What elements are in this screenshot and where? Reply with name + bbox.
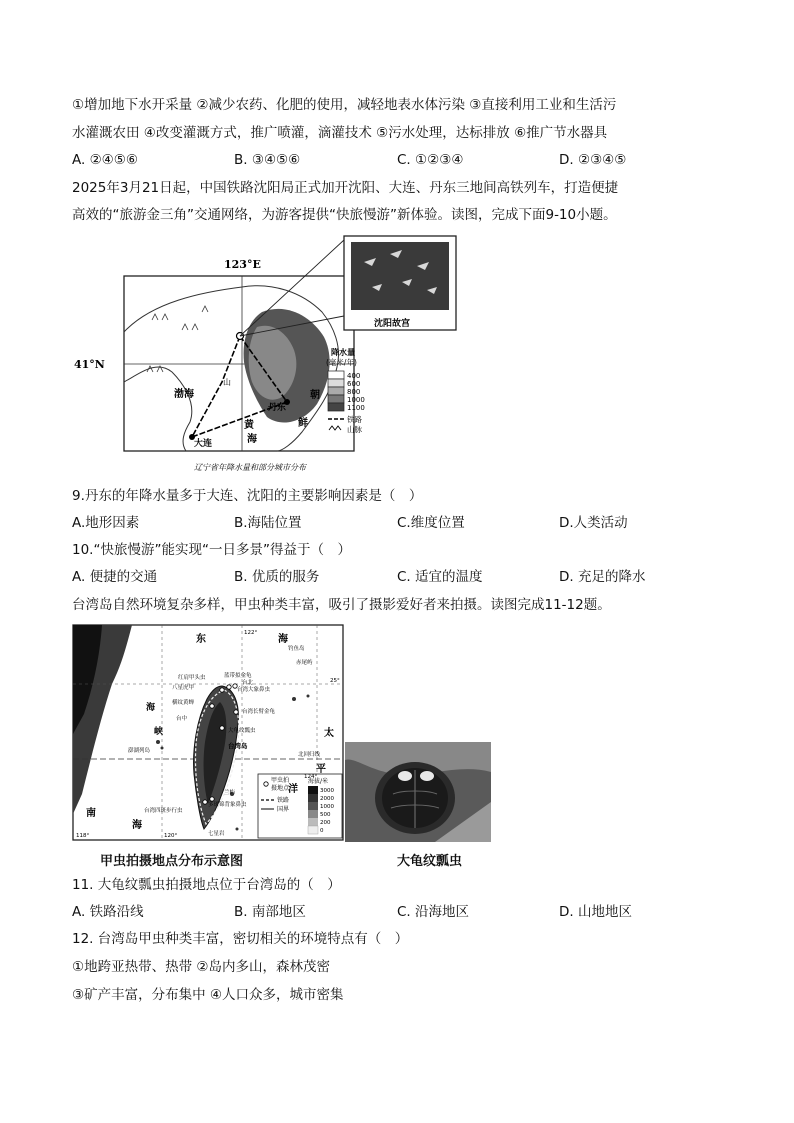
taizhong-label: 台中: [176, 716, 188, 722]
intro-11-12: 台湾岛自然环境复杂多样，甲虫种类丰富，吸引了摄影爱好者来拍摄。读图完成11-12题。: [72, 597, 611, 613]
shan-label: 山: [223, 378, 231, 387]
legend-elev-0: 3000: [320, 788, 334, 794]
hai-top-label: 海: [278, 634, 288, 645]
legend-point-label-2: 摄地点: [271, 785, 290, 792]
q9-option-d: D.人类活动: [559, 515, 628, 531]
legend-border-label: 国界: [277, 806, 290, 813]
legend-title-2: (毫米/年): [326, 358, 357, 367]
lat25-label: 25°: [330, 678, 340, 684]
beetle-label-2: 蓝带拟金龟: [224, 673, 252, 679]
diaoyu-label: 钓鱼岛: [288, 646, 305, 652]
q10-option-c: C. 适宜的温度: [397, 569, 483, 585]
lon122-label: 122°: [244, 630, 258, 636]
q10-option-b: B. 优质的服务: [234, 569, 320, 585]
legend-rail-label: 铁路: [277, 797, 290, 804]
beetle-label-7: 大龟纹瓢虫: [228, 728, 256, 734]
q8-stem-line1: ①增加地下水开采量 ②减少农药、化肥的使用，减轻地表水体污染 ③直接利用工业和生活污: [72, 97, 617, 113]
q11-stem: 11. 大龟纹瓢虫拍摄地点位于台湾岛的（ ）: [72, 877, 341, 893]
beetle-label-1: 红肩甲头虫: [178, 675, 206, 681]
liaoning-precipitation-map: [72, 232, 472, 480]
intro-9-10-line2: 高效的“旅游金三角”交通网络，为游客提供“快旅慢游”新体验。读图，完成下面9-10小题。: [72, 207, 617, 223]
nan-label: 南: [86, 808, 96, 819]
dandong-label: 丹东: [268, 403, 287, 413]
legend-point-label-1: 甲虫拍: [271, 777, 290, 784]
legend-mountain-label: 山脉: [347, 425, 362, 434]
bohai-label: 渤海: [174, 389, 194, 400]
yang-label: 洋: [288, 784, 298, 795]
taiwan-beetle-map: [72, 624, 344, 844]
q11-option-d: D. 山地地区: [559, 904, 632, 920]
legend-title-1: 降水量: [331, 348, 355, 357]
chaoxian-label-2: 鲜: [298, 418, 308, 429]
q11-option-c: C. 沿海地区: [397, 904, 470, 920]
legend-rail-label: 铁路: [347, 415, 362, 424]
q9-stem: 9.丹东的年降水量多于大连、沈阳的主要影响因素是（ ）: [72, 488, 423, 504]
map2-caption: 甲虫拍摄地点分布示意图: [100, 854, 244, 869]
lon118-label: 118°: [76, 833, 90, 839]
q12-stem: 12. 台湾岛甲虫种类丰富，密切相关的环境特点有（ ）: [72, 931, 409, 947]
photo-caption: 大龟纹瓢虫: [397, 854, 463, 869]
penghu-label: 澎湖列岛: [128, 748, 151, 754]
map1-caption: 辽宁省年降水量和部分城市分布: [194, 463, 306, 472]
beetle-label-8: 台湾四斑步行虫: [144, 808, 183, 814]
lat-label: 41°N: [74, 358, 105, 371]
strait-label-1: 海: [146, 703, 156, 713]
beetle-label-9: 多斑锦背象鼻虫: [208, 802, 247, 808]
q11-option-b: B. 南部地区: [234, 904, 306, 920]
chaoxian-label-1: 朝: [310, 390, 320, 401]
legend-elev-title: 海拔/米: [308, 778, 329, 785]
beetle-label-5: 横纹黄蝉: [172, 700, 195, 706]
legend-value-3: 1000: [347, 396, 365, 404]
lon124-label: 124°: [304, 774, 318, 780]
legend-elev-1: 2000: [320, 796, 334, 802]
q10-option-a: A. 便捷的交通: [72, 569, 158, 585]
hai-bottom-label: 海: [132, 820, 142, 831]
q10-option-d: D. 充足的降水: [559, 569, 646, 585]
dalian-label: 大连: [194, 439, 213, 449]
photo-label: 沈阳故宫: [374, 319, 411, 329]
taibei-label: 台北: [242, 680, 254, 686]
beetle-label-3: 台湾大象鼻虫: [237, 687, 271, 693]
legend-elev-2: 1000: [320, 804, 334, 810]
beetle-label-6: 台湾长臂金龟: [242, 709, 276, 715]
lon120-label: 120°: [164, 833, 178, 839]
taiwan-dao-label: 台湾岛: [228, 742, 248, 750]
legend-value-1: 600: [347, 380, 361, 388]
q10-stem: 10.“快旅慢游”能实现“一日多景”得益于（ ）: [72, 542, 351, 558]
q12-line1: ①地跨亚热带、热带 ②岛内多山，森林茂密: [72, 959, 330, 975]
chiwei-label: 赤尾屿: [296, 660, 313, 666]
ladybug-photo: [345, 742, 491, 842]
q11-option-a: A. 铁路沿线: [72, 904, 144, 920]
qixing-label: 七星岩: [208, 831, 225, 837]
q8-option-b: B. ③④⑤⑥: [234, 152, 301, 168]
q8-option-d: D. ②③④⑤: [559, 152, 627, 168]
q9-option-b: B.海陆位置: [234, 515, 302, 531]
beetle-label-4: 八星虎甲: [172, 685, 195, 691]
legend-elev-3: 500: [320, 812, 331, 818]
q9-option-c: C.维度位置: [397, 515, 465, 531]
q8-option-c: C. ①②③④: [397, 152, 464, 168]
q9-option-a: A.地形因素: [72, 515, 140, 531]
intro-9-10-line1: 2025年3月21日起，中国铁路沈阳局正式加开沈阳、大连、丹东三地间高铁列车，打造便捷: [72, 180, 619, 196]
dong-label: 东: [196, 634, 206, 645]
q8-stem-line2: 水灌溉农田 ④改变灌溉方式，推广喷灌，滴灌技术 ⑤污水处理，达标排放 ⑥推广节水器具: [72, 125, 608, 141]
lon-label: 123°E: [224, 258, 261, 271]
lanyu-label: 兰屿: [224, 790, 236, 796]
strait-label-2: 峡: [154, 727, 164, 737]
legend-value-0: 400: [347, 372, 361, 380]
ping-label: 平: [316, 764, 326, 775]
huanghai-label-2: 海: [247, 434, 257, 445]
q8-option-a: A. ②④⑤⑥: [72, 152, 138, 168]
tropic-label: 北回归线: [298, 752, 321, 758]
legend-elev-4: 200: [320, 820, 331, 826]
legend-elev-5: 0: [320, 828, 324, 834]
q12-line2: ③矿产丰富，分布集中 ④人口众多，城市密集: [72, 987, 344, 1003]
legend-value-2: 800: [347, 388, 361, 396]
huanghai-label-1: 黄: [244, 420, 254, 431]
legend-value-4: 1100: [347, 404, 365, 412]
tai-label: 太: [324, 728, 334, 739]
